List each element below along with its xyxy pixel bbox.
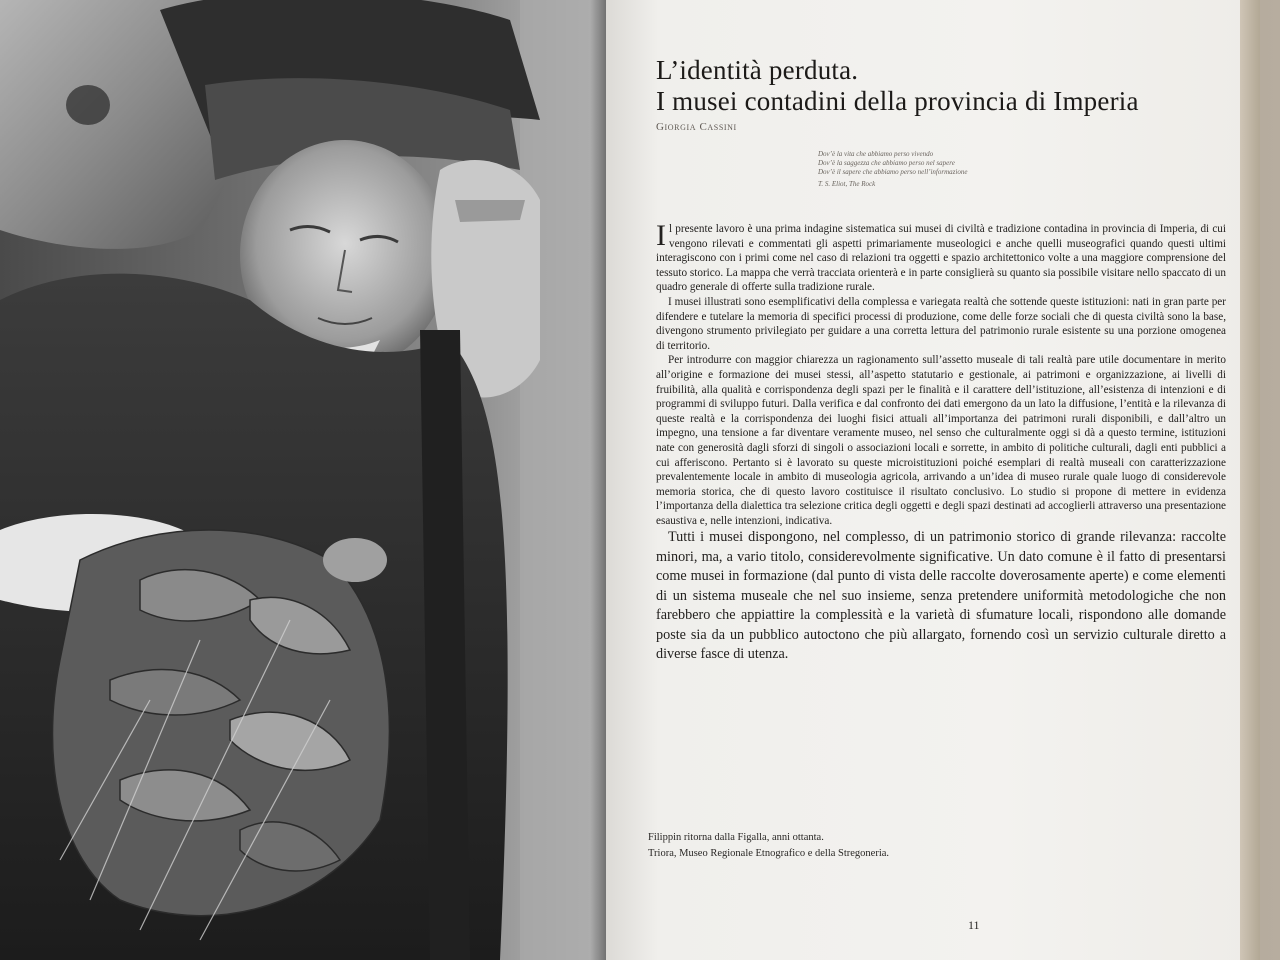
article-title-line-1: L’identità perduta. bbox=[656, 55, 859, 85]
body-paragraph: Per introdurre con maggior chiarezza un ragionamento sull’assetto museale di tali realtà pare utile documentare in merito all’origine e formazione dei musei stessi, all’aspetto statutario e gestionale, ai patrimoni e organizzazione, ai livelli di fruibilità, alla qualità e corrispondenza degli spazi per le finalità e il carattere dell’istituzione, all’esistenza di intenzioni e di programmi di sviluppo futuri. Dalla verifica e dal confronto dei dati emergono da un lato la diffusione, l’entità e la rilevanza di queste realtà e la corrispondenza dei luoghi fisici attuali all’importanza dei patrimoni rurali disponibili, e dall’altro un impegno, una tensione a far diventare veramente museo, nel senso che culturalmente oggi si dà a questo termine, istituzioni nate con generosità dagli sforzi di singoli o associazioni locali e sorrette, in ambito di politiche culturali, dagli enti pubblici a cui afferiscono. Pertanto si è lavorato su queste microistituzioni poiché esemplari di realtà museali con caratterizzazione prevalentemente locale in ambito di museologia agricola, arrivando a un’idea di museo rurale quale luogo di considerevole memoria storica, che di questo lavoro costituisce il risultato conclusivo. Lo studio si propone di mettere in evidenza l’importanza della dialettica tra selezione critica degli oggetti e degli spazi destinati ad accoglierli attraverso una presentazione esaustiva e, nelle intenzioni, indicativa. bbox=[656, 354, 1226, 527]
epigraph-line: Dov’è il sapere che abbiamo perso nell’informazione bbox=[818, 168, 968, 176]
epigraph bbox=[818, 150, 1058, 189]
article-header bbox=[656, 55, 1216, 133]
body-paragraph: Il presente lavoro è una prima indagine sistematica sui musei di civiltà e tradizione contadina in provincia di Imperia, di cui vengono rilevati e commentati gli aspetti primariamente museologici e anche quelli museografici quando questi ultimi interagiscono con i primi come nel caso di relazioni tra oggetti e spazio architettonico volte a una maggiore comprensione del tessuto storico. La mappa che verrà tracciata orienterà e in parte consiglierà su quanto sia possibile visitare nello spaccato di un quadro generale di offerte sulla tradizione rurale. bbox=[656, 219, 1226, 294]
article-author: Giorgia Cassini bbox=[656, 121, 737, 133]
photo-illustration bbox=[0, 0, 606, 960]
article-title-line-2: I musei contadini della provincia di Imperia bbox=[656, 86, 1139, 116]
epigraph-line: Dov’è la vita che abbiamo perso vivendo bbox=[818, 150, 934, 158]
photo-caption bbox=[648, 830, 889, 862]
text-page bbox=[606, 0, 1260, 960]
page-number: 11 bbox=[968, 918, 980, 932]
article-body bbox=[656, 219, 1226, 664]
body-paragraph: Tutti i musei dispongono, nel complesso, di un patrimonio storico di grande rilevanza: raccolte minori, ma, a vario titolo, considerevolmente significative. Un dato comune è il fatto di presentarsi come musei in formazione (dal punto di vista delle raccolte doverosamente aperte) e come elementi di un sistema museale che nel suo insieme, senza pretendere uniformità metodologiche che non farebbero che appiattire la complessità e la varietà di sfumature locali, rispondono alle domande poste sia da un pubblico autoctono che più allargato, fornendo così un servizio culturale diretto a diverse fasce di utenza. bbox=[656, 529, 1226, 662]
photograph bbox=[0, 0, 606, 960]
caption-line: Triora, Museo Regionale Etnografico e della Stregoneria. bbox=[648, 848, 890, 859]
page-edge bbox=[1240, 0, 1260, 960]
epigraph-line: Dov’è la saggezza che abbiamo perso nel sapere bbox=[818, 159, 955, 167]
caption-line: Filippin ritorna dalla Figalla, anni ottanta. bbox=[648, 832, 824, 843]
body-paragraph: I musei illustrati sono esemplificativi della complessa e variegata realtà che sottende queste istituzioni: nati in gran parte per difendere e tutelare la memoria di specifici processi di produzione, come delle forze sociali che di questa civiltà sono la base, divengono strumento privilegiato per guidare a una corretta lettura del patrimonio rurale esistente su una porzione omogenea di territorio. bbox=[656, 295, 1226, 352]
epigraph-attribution: T. S. Eliot, The Rock bbox=[818, 180, 876, 188]
